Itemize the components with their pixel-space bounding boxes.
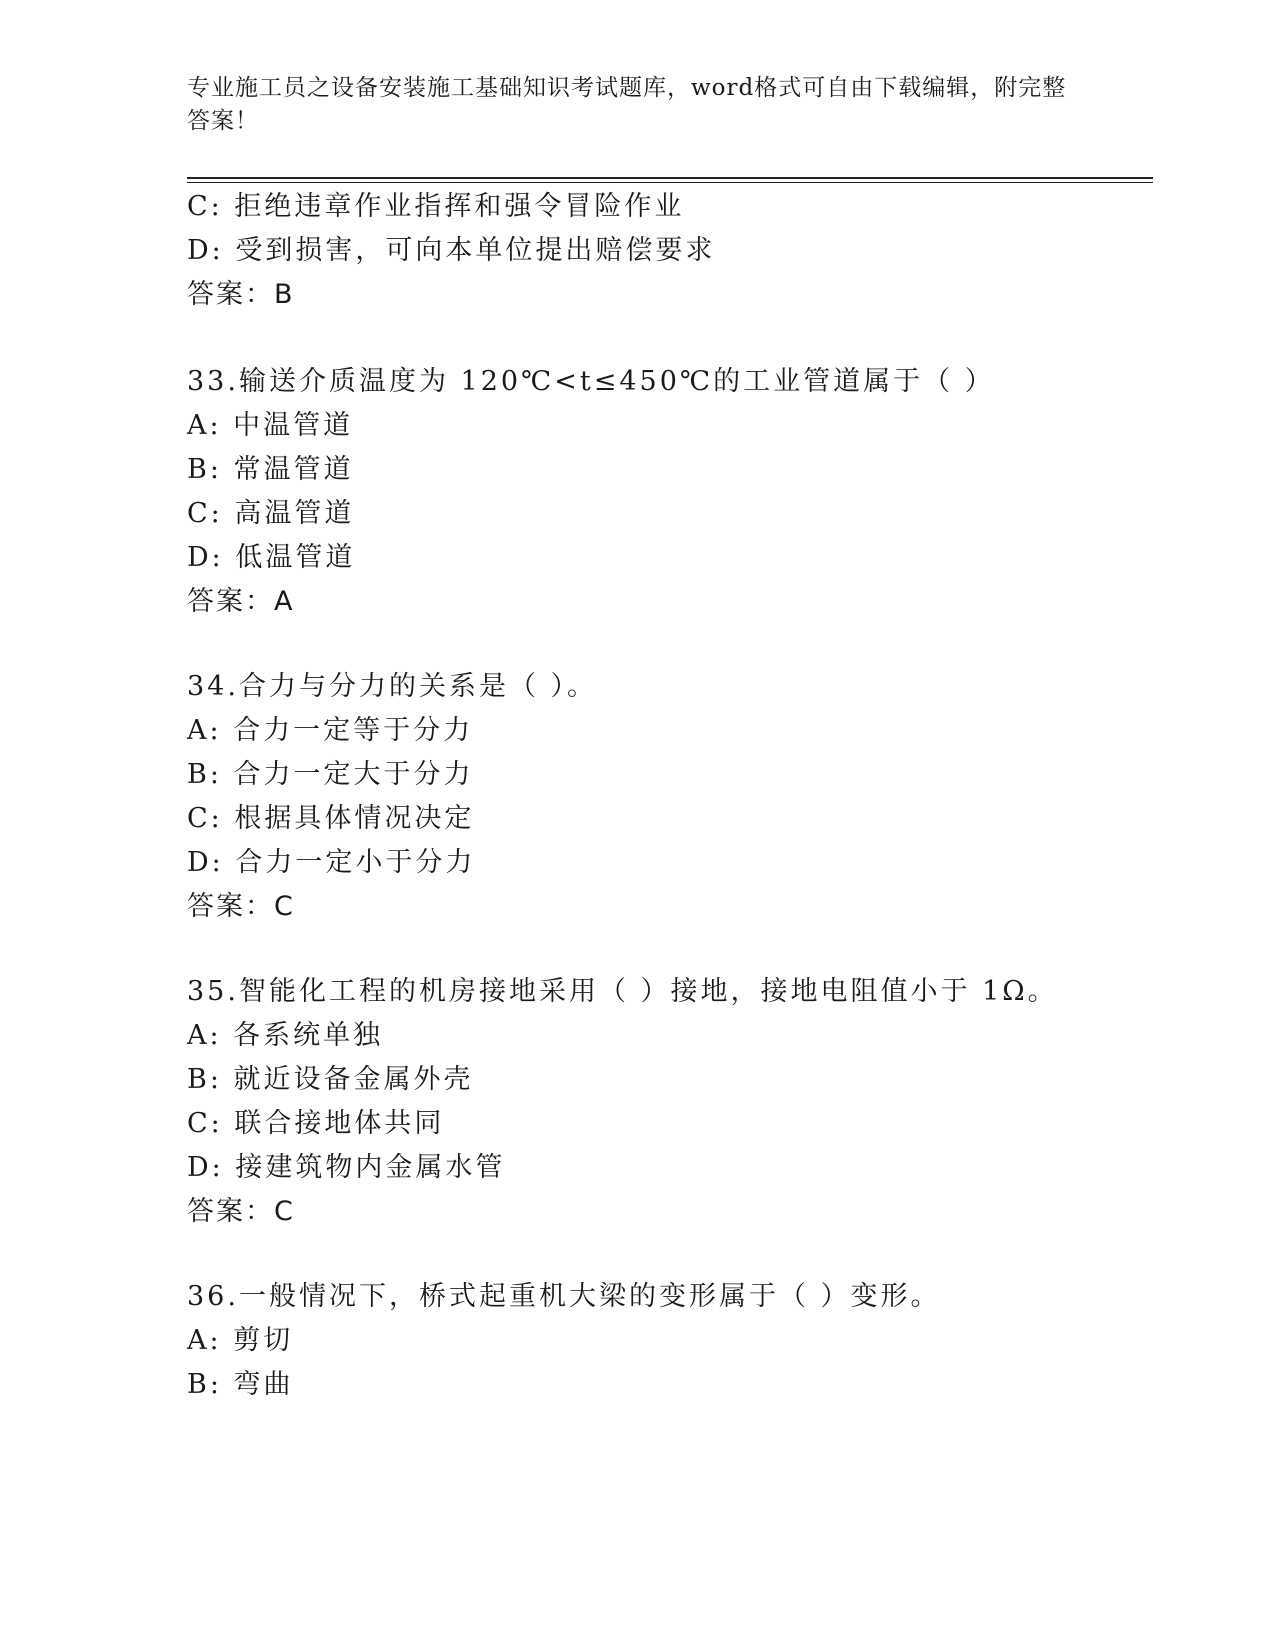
option-c: C: 根据具体情况决定 <box>187 803 475 834</box>
answer: 答案：B <box>187 279 295 310</box>
question-stem: 33.输送介质温度为 120℃<t≤450℃的工业管道属于（ ） <box>187 366 995 397</box>
question-stem: 35.智能化工程的机房接地采用（ ）接地，接地电阻值小于 1Ω。 <box>187 976 1058 1007</box>
document-header: 专业施工员之设备安装施工基础知识考试题库，word格式可自由下载编辑，附完整答案！ <box>187 75 1067 134</box>
option-b: B: 就近设备金属外壳 <box>187 1064 474 1095</box>
option-a: A: 合力一定等于分力 <box>187 715 474 746</box>
option-b: B: 常温管道 <box>187 454 354 485</box>
option-d: D: 接建筑物内金属水管 <box>187 1152 506 1183</box>
header-rule-thick <box>187 177 1153 179</box>
option-c: C: 高温管道 <box>187 498 355 529</box>
answer: 答案：C <box>187 891 295 922</box>
option-c: C: 联合接地体共同 <box>187 1108 445 1139</box>
option-a: A: 各系统单独 <box>187 1020 384 1051</box>
answer: 答案：A <box>187 586 295 617</box>
option-a: A: 中温管道 <box>187 410 354 441</box>
option-a: A: 剪切 <box>187 1325 294 1356</box>
question-stem: 34.合力与分力的关系是（ ）。 <box>187 671 598 702</box>
option-b: B: 弯曲 <box>187 1369 294 1400</box>
header-rule-thin <box>187 182 1153 183</box>
option-d: D: 低温管道 <box>187 542 356 573</box>
answer: 答案：C <box>187 1196 295 1227</box>
option-d: D: 合力一定小于分力 <box>187 847 476 878</box>
option-b: B: 合力一定大于分力 <box>187 759 474 790</box>
option-c: C: 拒绝违章作业指挥和强令冒险作业 <box>187 191 685 222</box>
option-d: D: 受到损害，可向本单位提出赔偿要求 <box>187 235 716 266</box>
question-stem: 36.一般情况下，桥式起重机大梁的变形属于（ ）变形。 <box>187 1281 941 1312</box>
